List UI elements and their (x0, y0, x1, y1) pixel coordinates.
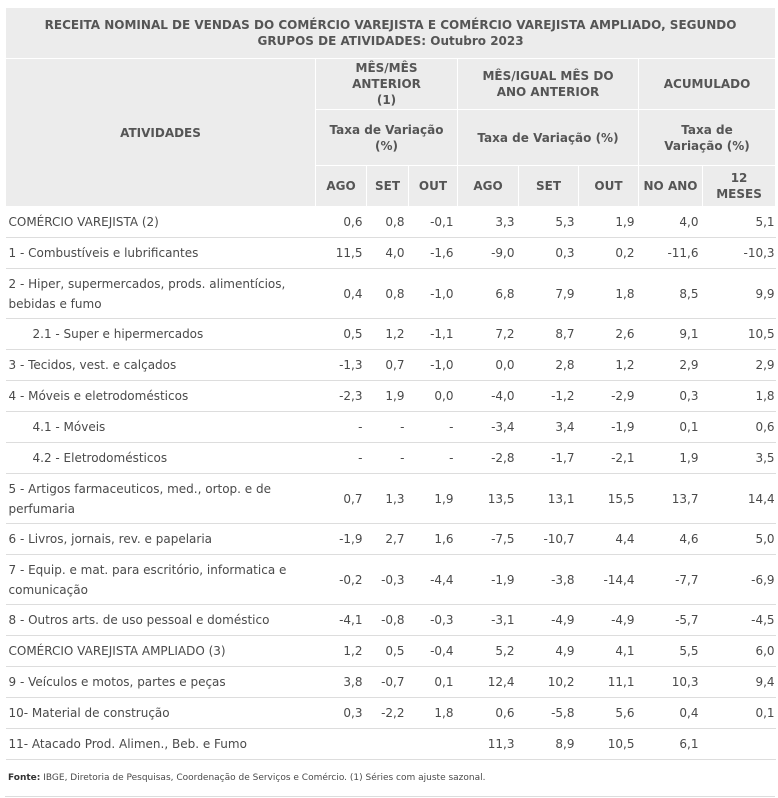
row-label: 6 - Livros, jornais, rev. e papelaria (6, 524, 316, 555)
cell-value: 1,8 (579, 269, 639, 319)
row-label: 10- Material de construção (6, 698, 316, 729)
cell-value: 11,3 (458, 729, 519, 760)
cell-value: 0,5 (316, 319, 367, 350)
cell-value: 8,7 (519, 319, 579, 350)
cell-value: -11,6 (639, 238, 703, 269)
cell-value: 0,8 (367, 269, 409, 319)
cell-value: -7,5 (458, 524, 519, 555)
cell-value: -1,1 (409, 319, 458, 350)
cell-value: -1,0 (409, 269, 458, 319)
row-label: 2.1 - Super e hipermercados (6, 319, 316, 350)
table-row (6, 207, 776, 238)
header-group-mes-mes: MÊS/MÊS ANTERIOR (1) (316, 59, 458, 110)
cell-value: - (409, 412, 458, 443)
cell-value: -1,3 (316, 350, 367, 381)
col-ago: AGO (458, 166, 519, 207)
cell-value: 2,9 (639, 350, 703, 381)
cell-value: -4,4 (409, 555, 458, 605)
cell-value: 3,4 (519, 412, 579, 443)
cell-value: 3,3 (458, 207, 519, 238)
cell-value: 10,2 (519, 667, 579, 698)
cell-value: 1,9 (639, 443, 703, 474)
col-12-meses: 12 MESES (703, 166, 776, 207)
cell-value: 0,1 (703, 698, 776, 729)
cell-value: -1,2 (519, 381, 579, 412)
cell-value: -9,0 (458, 238, 519, 269)
cell-value: 11,5 (316, 238, 367, 269)
row-label: 8 - Outros arts. de uso pessoal e doméstico (6, 605, 316, 636)
cell-value: 4,6 (639, 524, 703, 555)
row-label: COMÉRCIO VAREJISTA (2) (6, 207, 316, 238)
cell-value: 1,2 (579, 350, 639, 381)
footer-source-text: IBGE, Diretoria de Pesquisas, Coordenação de Serviços e Comércio. (1) Séries com ajuste sazonal. (40, 773, 486, 783)
table-row (6, 319, 776, 350)
cell-value: 5,1 (703, 207, 776, 238)
cell-value: 1,8 (703, 381, 776, 412)
cell-value: -1,9 (458, 555, 519, 605)
cell-value: 2,6 (579, 319, 639, 350)
cell-value: 0,5 (367, 636, 409, 667)
cell-value: 1,6 (409, 524, 458, 555)
cell-value: 6,8 (458, 269, 519, 319)
col-out: OUT (579, 166, 639, 207)
cell-value: 5,2 (458, 636, 519, 667)
cell-value: -10,3 (703, 238, 776, 269)
cell-value: -0,3 (409, 605, 458, 636)
col-set: SET (519, 166, 579, 207)
cell-value: 4,0 (639, 207, 703, 238)
cell-value: 4,0 (367, 238, 409, 269)
cell-value: -1,6 (409, 238, 458, 269)
cell-value (703, 729, 776, 760)
cell-value: 0,3 (639, 381, 703, 412)
cell-value: 14,4 (703, 474, 776, 524)
cell-value: -0,4 (409, 636, 458, 667)
cell-value: -6,9 (703, 555, 776, 605)
header-atividades: ATIVIDADES (6, 59, 316, 207)
table-row (6, 636, 776, 667)
cell-value: 9,4 (703, 667, 776, 698)
cell-value: 1,9 (579, 207, 639, 238)
cell-value: 1,3 (367, 474, 409, 524)
cell-value: 0,3 (316, 698, 367, 729)
cell-value: 2,9 (703, 350, 776, 381)
cell-value: 12,4 (458, 667, 519, 698)
cell-value: 5,6 (579, 698, 639, 729)
cell-value: 0,2 (579, 238, 639, 269)
cell-value: 0,8 (367, 207, 409, 238)
retail-sales-table (5, 7, 776, 760)
row-label: 9 - Veículos e motos, partes e peças (6, 667, 316, 698)
table-row (6, 350, 776, 381)
cell-value: 7,9 (519, 269, 579, 319)
cell-value: -10,7 (519, 524, 579, 555)
cell-value: -3,8 (519, 555, 579, 605)
cell-value: -4,0 (458, 381, 519, 412)
row-label: 5 - Artigos farmaceuticos, med., ortop. e de perfumaria (6, 474, 316, 524)
row-label: 4 - Móveis e eletrodomésticos (6, 381, 316, 412)
table-row (6, 474, 776, 524)
cell-value: -2,9 (579, 381, 639, 412)
cell-value: 0,0 (409, 381, 458, 412)
cell-value: 5,5 (639, 636, 703, 667)
cell-value: 0,7 (316, 474, 367, 524)
cell-value: -4,1 (316, 605, 367, 636)
cell-value: 9,1 (639, 319, 703, 350)
cell-value: -0,8 (367, 605, 409, 636)
cell-value: 15,5 (579, 474, 639, 524)
cell-value: 0,4 (639, 698, 703, 729)
row-label: 7 - Equip. e mat. para escritório, informatica e comunicação (6, 555, 316, 605)
table-row (6, 605, 776, 636)
cell-value: - (316, 443, 367, 474)
footer-source-label: Fonte: (8, 773, 41, 783)
cell-value: 9,9 (703, 269, 776, 319)
header-group-mes-igual: MÊS/IGUAL MÊS DO ANO ANTERIOR (458, 59, 639, 110)
cell-value: -0,1 (409, 207, 458, 238)
cell-value: - (316, 412, 367, 443)
cell-value: -2,8 (458, 443, 519, 474)
cell-value: - (367, 443, 409, 474)
cell-value: -0,7 (367, 667, 409, 698)
cell-value: - (367, 412, 409, 443)
cell-value: 11,1 (579, 667, 639, 698)
row-label: 4.2 - Eletrodomésticos (6, 443, 316, 474)
cell-value: -2,1 (579, 443, 639, 474)
table-row (6, 667, 776, 698)
cell-value: -1,9 (316, 524, 367, 555)
cell-value: -3,4 (458, 412, 519, 443)
cell-value: -5,8 (519, 698, 579, 729)
cell-value: -4,9 (579, 605, 639, 636)
cell-value: -0,2 (316, 555, 367, 605)
table-row (6, 729, 776, 760)
cell-value: -14,4 (579, 555, 639, 605)
cell-value: 10,3 (639, 667, 703, 698)
cell-value: 13,1 (519, 474, 579, 524)
cell-value: 10,5 (703, 319, 776, 350)
table-title: RECEITA NOMINAL DE VENDAS DO COMÉRCIO VAREJISTA E COMÉRCIO VAREJISTA AMPLIADO, SEGUNDO GRUPOS DE ATIVIDADES: Outubro 2023 (6, 8, 776, 59)
cell-value: -2,2 (367, 698, 409, 729)
cell-value: - (409, 443, 458, 474)
cell-value: 1,9 (367, 381, 409, 412)
cell-value: 0,7 (367, 350, 409, 381)
cell-value (409, 729, 458, 760)
cell-value: 4,9 (519, 636, 579, 667)
cell-value: 4,1 (579, 636, 639, 667)
cell-value: -1,9 (579, 412, 639, 443)
cell-value: 5,3 (519, 207, 579, 238)
cell-value: 3,5 (703, 443, 776, 474)
col-no-ano: NO ANO (639, 166, 703, 207)
cell-value: 10,5 (579, 729, 639, 760)
cell-value: 13,7 (639, 474, 703, 524)
cell-value: -4,9 (519, 605, 579, 636)
table-row (6, 412, 776, 443)
col-out: OUT (409, 166, 458, 207)
header-sub-taxa: Taxa de Variação (%) (316, 110, 458, 166)
table-body (6, 207, 776, 760)
cell-value: -3,1 (458, 605, 519, 636)
cell-value: -5,7 (639, 605, 703, 636)
header-sub-taxa: Taxa de Variação (%) (458, 110, 639, 166)
cell-value: 6,0 (703, 636, 776, 667)
cell-value: 1,8 (409, 698, 458, 729)
table-row (6, 269, 776, 319)
cell-value: 0,6 (458, 698, 519, 729)
cell-value: -1,7 (519, 443, 579, 474)
cell-value: 0,4 (316, 269, 367, 319)
cell-value: 0,0 (458, 350, 519, 381)
col-set: SET (367, 166, 409, 207)
table-footer (5, 760, 775, 797)
cell-value: 0,1 (409, 667, 458, 698)
cell-value: 4,4 (579, 524, 639, 555)
col-ago: AGO (316, 166, 367, 207)
retail-sales-table-container (5, 7, 775, 797)
cell-value (316, 729, 367, 760)
cell-value: 7,2 (458, 319, 519, 350)
cell-value: -7,7 (639, 555, 703, 605)
row-label: 1 - Combustíveis e lubrificantes (6, 238, 316, 269)
header-group-acumulado: ACUMULADO (639, 59, 776, 110)
cell-value: -0,3 (367, 555, 409, 605)
header-sub-taxa: Taxa de Variação (%) (639, 110, 776, 166)
table-row (6, 698, 776, 729)
table-row (6, 524, 776, 555)
cell-value: 8,9 (519, 729, 579, 760)
cell-value: 8,5 (639, 269, 703, 319)
cell-value: 5,0 (703, 524, 776, 555)
cell-value: -4,5 (703, 605, 776, 636)
cell-value: 2,7 (367, 524, 409, 555)
cell-value: 3,8 (316, 667, 367, 698)
table-row (6, 381, 776, 412)
row-label: 2 - Hiper, supermercados, prods. alimentícios, bebidas e fumo (6, 269, 316, 319)
row-label: 3 - Tecidos, vest. e calçados (6, 350, 316, 381)
cell-value: 0,6 (316, 207, 367, 238)
row-label: 4.1 - Móveis (6, 412, 316, 443)
cell-value: 2,8 (519, 350, 579, 381)
cell-value: 1,2 (367, 319, 409, 350)
cell-value: 0,3 (519, 238, 579, 269)
cell-value: 1,2 (316, 636, 367, 667)
table-row (6, 555, 776, 605)
cell-value: 6,1 (639, 729, 703, 760)
table-row (6, 443, 776, 474)
cell-value: -2,3 (316, 381, 367, 412)
cell-value (367, 729, 409, 760)
cell-value: 13,5 (458, 474, 519, 524)
table-row (6, 238, 776, 269)
cell-value: 0,6 (703, 412, 776, 443)
row-label: 11- Atacado Prod. Alimen., Beb. e Fumo (6, 729, 316, 760)
cell-value: 0,1 (639, 412, 703, 443)
cell-value: -1,0 (409, 350, 458, 381)
cell-value: 1,9 (409, 474, 458, 524)
row-label: COMÉRCIO VAREJISTA AMPLIADO (3) (6, 636, 316, 667)
